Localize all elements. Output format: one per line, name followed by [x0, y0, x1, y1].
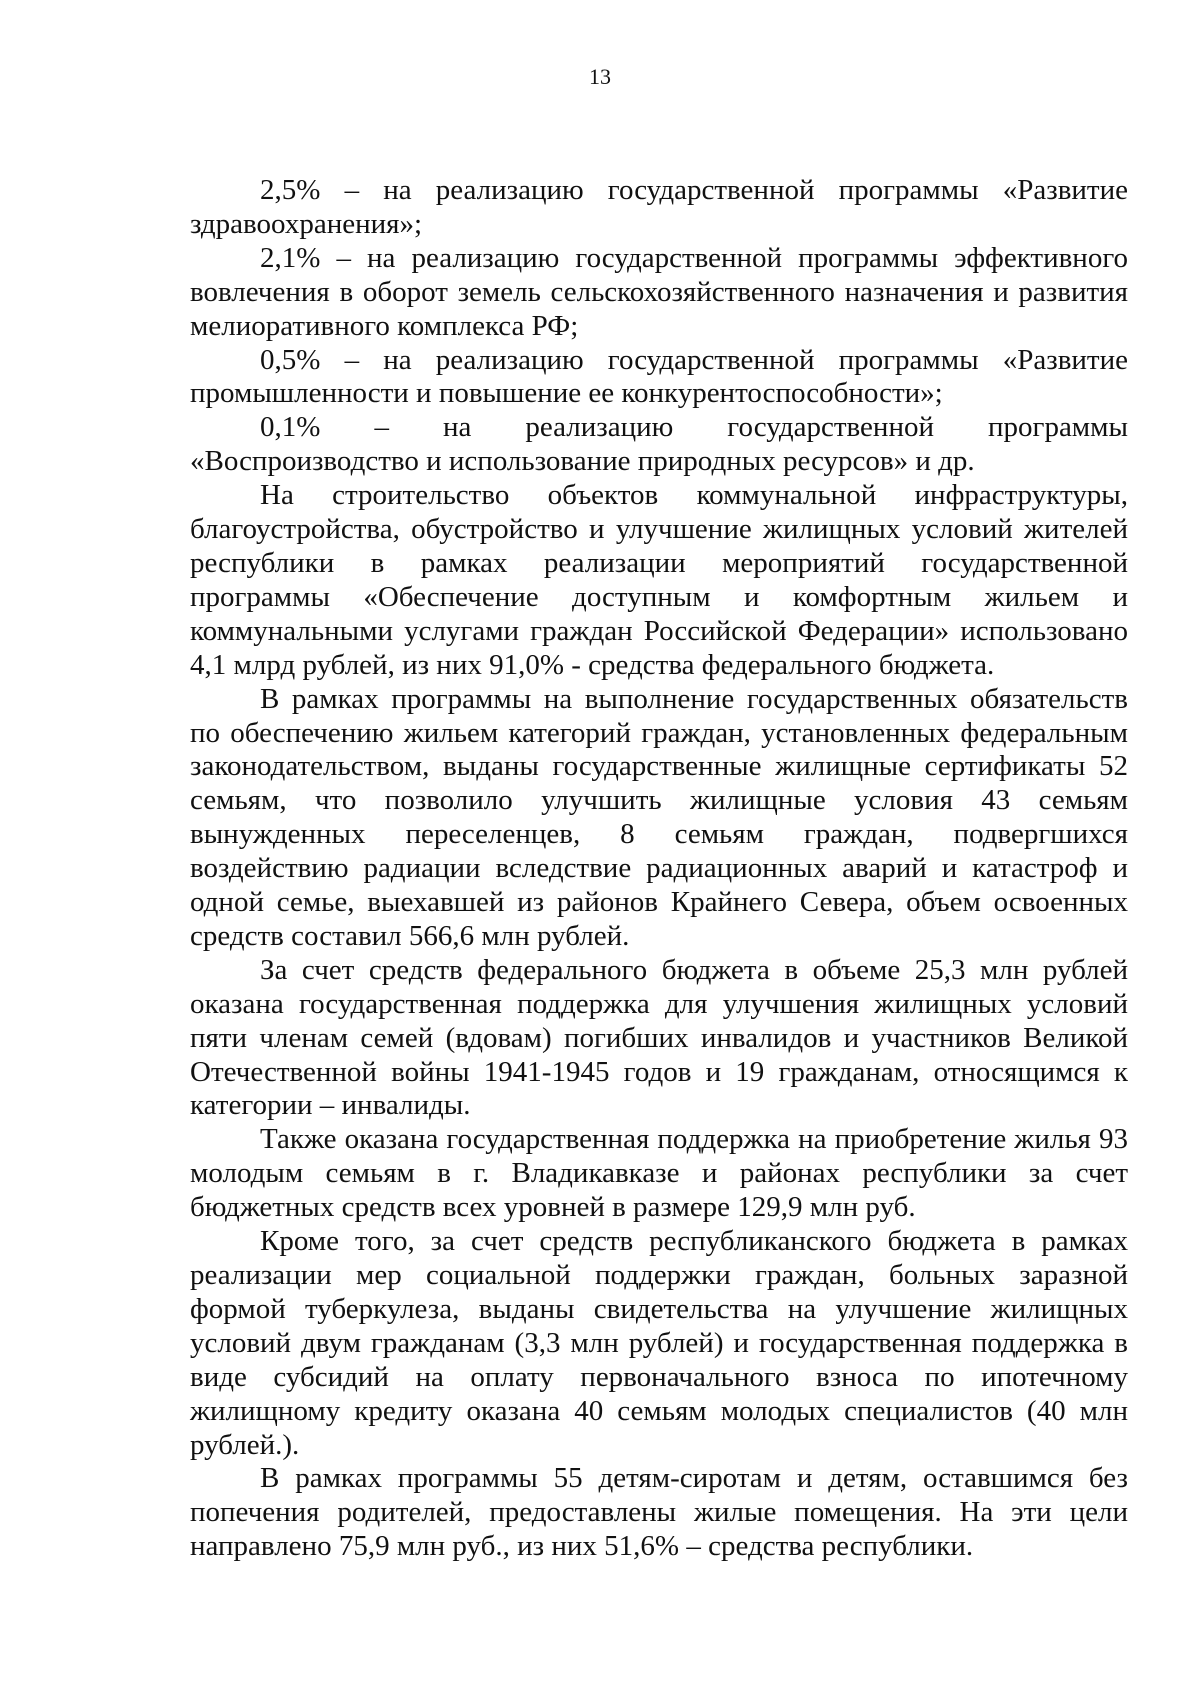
- paragraph: В рамках программы 55 детям-сиротам и детям, оставшимся без попечения родителей, предоставлены жилые помещения. На эти цели направлено 75,9 млн руб., из них 51,6% – средства республики.: [190, 1462, 1128, 1563]
- paragraph: 0,5% – на реализацию государственной программы «Развитие промышленности и повышение ее конкурентоспособности»;: [190, 343, 1128, 410]
- paragraph: Также оказана государственная поддержка на приобретение жилья 93 молодым семьям в г. Владикавказе и районах республики за счет бюджетных средств всех уровней в размере 129,9 млн руб.: [190, 1123, 1128, 1224]
- paragraph: 0,1% – на реализацию государственной программы «Воспроизводство и использование природных ресурсов» и др.: [190, 411, 1128, 478]
- paragraph: В рамках программы на выполнение государственных обязательств по обеспечению жильем категорий граждан, установленных федеральным законодательством, выданы государственные жилищные сертификаты 52 семьям, что позволило улучшить жилищные условия 43 семьям вынужденных переселенцев, 8 семьям граждан, подвергшихся воздействию радиации вследствие радиационных аварий и катастроф и одной семье, выехавшей из районов Крайнего Севера, объем освоенных средств составил 566,6 млн рублей.: [190, 682, 1128, 952]
- paragraph: 2,5% – на реализацию государственной программы «Развитие здравоохранения»;: [190, 174, 1128, 240]
- paragraph: Кроме того, за счет средств республиканского бюджета в рамках реализации мер социальной поддержки граждан, больных заразной формой туберкулеза, выданы свидетельства на улучшение жилищных условий двум гражданам (3,3 млн рублей) и государственная поддержка в виде субсидий на оплату первоначального взноса по ипотечному жилищному кредиту оказана 40 семьям молодых специалистов (40 млн рублей.).: [190, 1225, 1128, 1461]
- paragraph: За счет средств федерального бюджета в объеме 25,3 млн рублей оказана государственная поддержка для улучшения жилищных условий пяти членам семей (вдовам) погибших инвалидов и участников Великой Отечественной войны 1941-1945 годов и 19 гражданам, относящимся к категории – инвалиды.: [190, 953, 1128, 1122]
- paragraph: На строительство объектов коммунальной инфраструктуры, благоустройства, обустройство и улучшение жилищных условий жителей республики в рамках реализации мероприятий государственной программы «Обеспечение доступным и комфортным жильем и коммунальными услугами граждан Российской Федерации» использовано 4,1 млрд рублей, из них 91,0% - средства федерального бюджета.: [190, 479, 1128, 681]
- body-text: [190, 174, 1128, 1564]
- page-number: 13: [589, 64, 611, 89]
- paragraph: 2,1% – на реализацию государственной программы эффективного вовлечения в оборот земель сельскохозяйственного назначения и развития мелиоративного комплекса РФ;: [190, 241, 1128, 342]
